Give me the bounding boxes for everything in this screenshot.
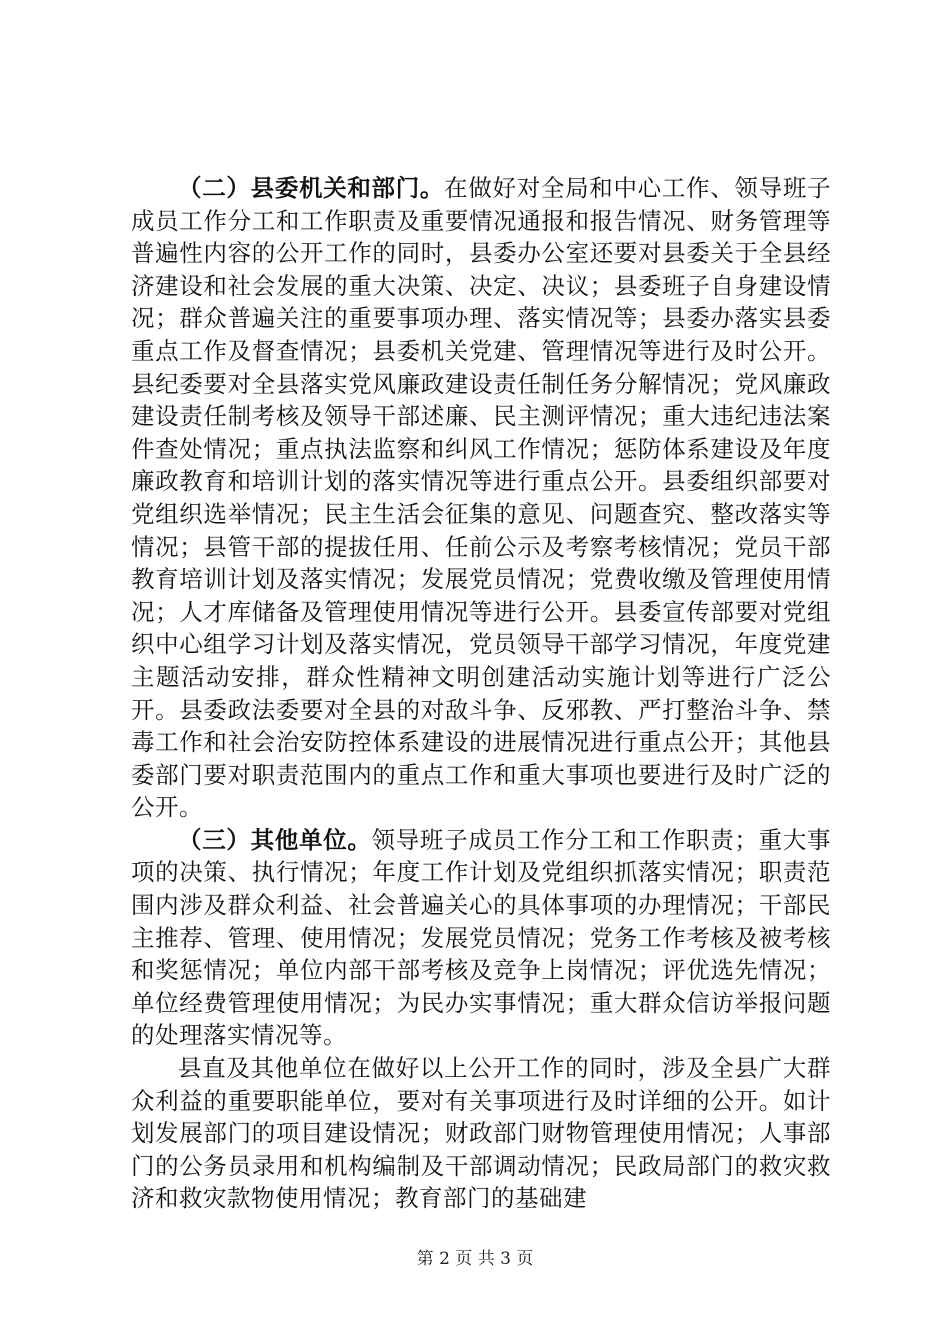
section-heading-other-units: （三）其他单位。: [178, 825, 372, 854]
paragraph-county-units: [131, 1052, 831, 1215]
paragraph-text: 县直及其他单位在做好以上公开工作的同时，涉及全县广大群众利益的重要职能单位，要对有关事项进行及时详细的公开。如计划发展部门的项目建设情况；财政部门财物管理使用情况；人事部门的公务员录用和机构编制及干部调动情况；民政局部门的救灾救济和救灾款物使用情况；教育部门的基础建: [131, 1054, 831, 1213]
paragraph-other-units: [131, 824, 831, 1052]
paragraph-county-committee: [131, 172, 831, 824]
paragraph-text: 领导班子成员工作分工和工作职责；重大事项的决策、执行情况；年度工作计划及党组织抓落实情况；职责范围内涉及群众利益、社会普遍关心的具体事项的办理情况；干部民主推荐、管理、使用情况；发展党员情况；党务工作考核及被考核和奖惩情况；单位内部干部考核及竞争上岗情况；评优选先情况；单位经费管理使用情况；为民办实事情况；重大群众信访举报问题的处理落实情况等。: [131, 825, 832, 1050]
paragraph-text: 在做好对全局和中心工作、领导班子成员工作分工和工作职责及重要情况通报和报告情况、财务管理等普遍性内容的公开工作的同时，县委办公室还要对县委关于全县经济建设和社会发展的重大决策、决定、决议；县委班子自身建设情况；群众普遍关注的重要事项办理、落实情况等；县委办落实县委重点工作及督查情况；县委机关党建、管理情况等进行及时公开。县纪委要对全县落实党风廉政建设责任制任务分解情况；党风廉政建设责任制考核及领导干部述廉、民主测评情况；重大违纪违法案件查处情况；重点执法监察和纠风工作情况；惩防体系建设及年度廉政教育和培训计划的落实情况等进行重点公开。县委组织部要对党组织选举情况；民主生活会征集的意见、问题查究、整改落实等情况；县管干部的提拔任用、任前公示及考察考核情况；党员干部教育培训计划及落实情况；发展党员情况；党费收缴及管理使用情况；人才库储备及管理使用情况等进行公开。县委宣传部要对党组织中心组学习计划及落实情况，党员领导干部学习情况，年度党建主题活动安排，群众性精神文明创建活动实施计划等进行广泛公开。县委政法委要对全县的对敌斗争、反邪教、严打整治斗争、禁毒工作和社会治安防控体系建设的进展情况进行重点公开；其他县委部门要对职责范围内的重点工作和重大事项也要进行及时广泛的公开。: [131, 174, 832, 822]
document-body: [131, 172, 831, 1215]
page-footer: 第 2 页 共 3 页: [416, 1249, 534, 1269]
section-heading-county-committee: （二）县委机关和部门。: [178, 174, 445, 202]
